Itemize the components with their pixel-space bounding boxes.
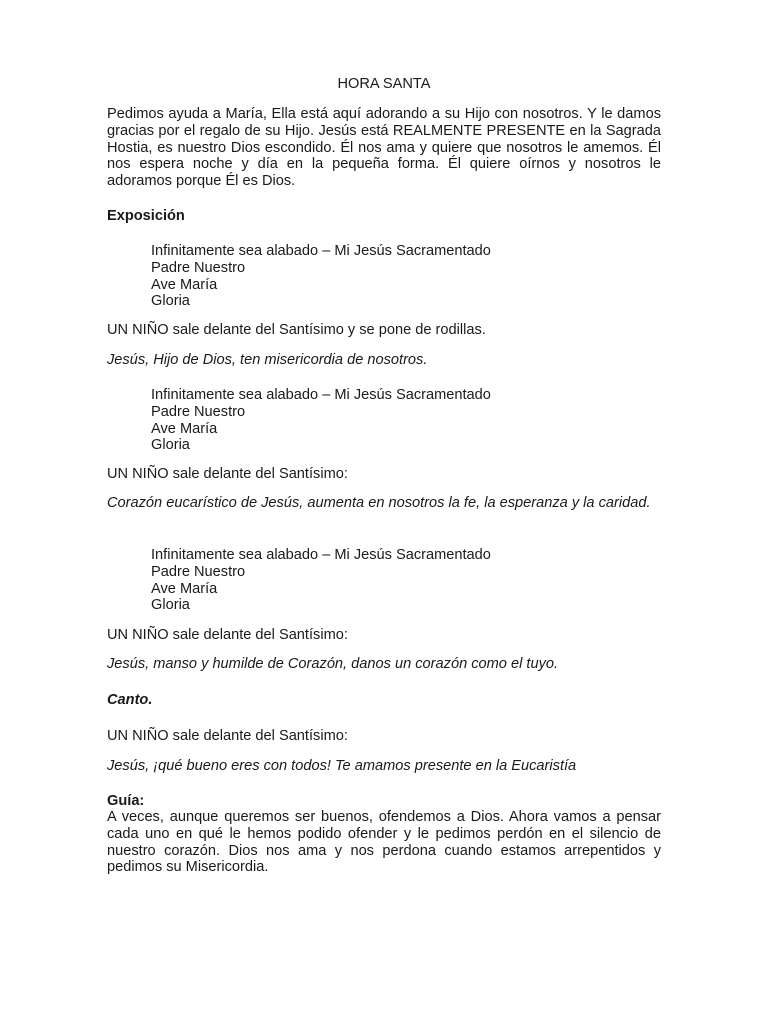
prayer-line: Ave María (151, 580, 218, 597)
prayer-line: Padre Nuestro (151, 403, 246, 420)
prayer-line: Gloria (151, 293, 190, 310)
invocation-3: Jesús, manso y humilde de Corazón, danos un corazón como el tuyo. (107, 656, 559, 672)
document-title: HORA SANTA (337, 76, 431, 92)
nino-instruction-1: UN NIÑO sale delante del Santísimo y se pone de rodillas. (107, 322, 486, 338)
prayer-line: Ave María (151, 276, 218, 293)
exposicion-heading: Exposición (107, 208, 185, 224)
prayer-line: Gloria (151, 597, 190, 614)
prayer-line: Infinitamente sea alabado – Mi Jesús Sacramentado (151, 547, 491, 563)
intro-paragraph: Pedimos ayuda a María, Ella está aquí adorando a su Hijo con nosotros. Y le damos gracias por el regalo de su Hijo. Jesús está REALMENTE PRESENTE en la Sagrada Hostia, es nuestro Dios escondido. Él nos ama y quiere que nosotros le amemos. Él nos espera noche y día en la pequeña forma. Él quiere oírnos y nosotros le adoramos porque Él es Dios. (107, 106, 661, 190)
prayer-line: Padre Nuestro (151, 259, 246, 276)
prayer-list-1 (107, 243, 705, 310)
guia-heading: Guía: (107, 793, 145, 809)
invocation-1: Jesús, Hijo de Dios, ten misericordia de nosotros. (107, 352, 428, 368)
prayer-line: Ave María (151, 420, 218, 437)
prayer-list-2 (107, 387, 705, 454)
canto-heading: Canto. (107, 692, 153, 708)
invocation-2: Corazón eucarístico de Jesús, aumenta en nosotros la fe, la esperanza y la caridad. (107, 495, 651, 511)
prayer-line: Padre Nuestro (151, 563, 246, 580)
nino-instruction-2: UN NIÑO sale delante del Santísimo: (107, 466, 348, 482)
invocation-4: Jesús, ¡qué bueno eres con todos! Te amamos presente en la Eucaristía (107, 758, 577, 774)
prayer-line: Infinitamente sea alabado – Mi Jesús Sacramentado (151, 243, 491, 259)
prayer-line: Infinitamente sea alabado – Mi Jesús Sacramentado (151, 387, 491, 403)
nino-instruction-3: UN NIÑO sale delante del Santísimo: (107, 627, 348, 643)
nino-instruction-4: UN NIÑO sale delante del Santísimo: (107, 728, 348, 744)
prayer-line: Gloria (151, 437, 190, 454)
guia-paragraph: A veces, aunque queremos ser buenos, ofendemos a Dios. Ahora vamos a pensar cada uno en qué le hemos podido ofender y le pedimos perdón en el silencio de nuestro corazón. Dios nos ama y nos perdona cuando estamos arrepentidos y pedimos su Misericordia. (107, 809, 661, 876)
prayer-list-3 (107, 547, 705, 614)
